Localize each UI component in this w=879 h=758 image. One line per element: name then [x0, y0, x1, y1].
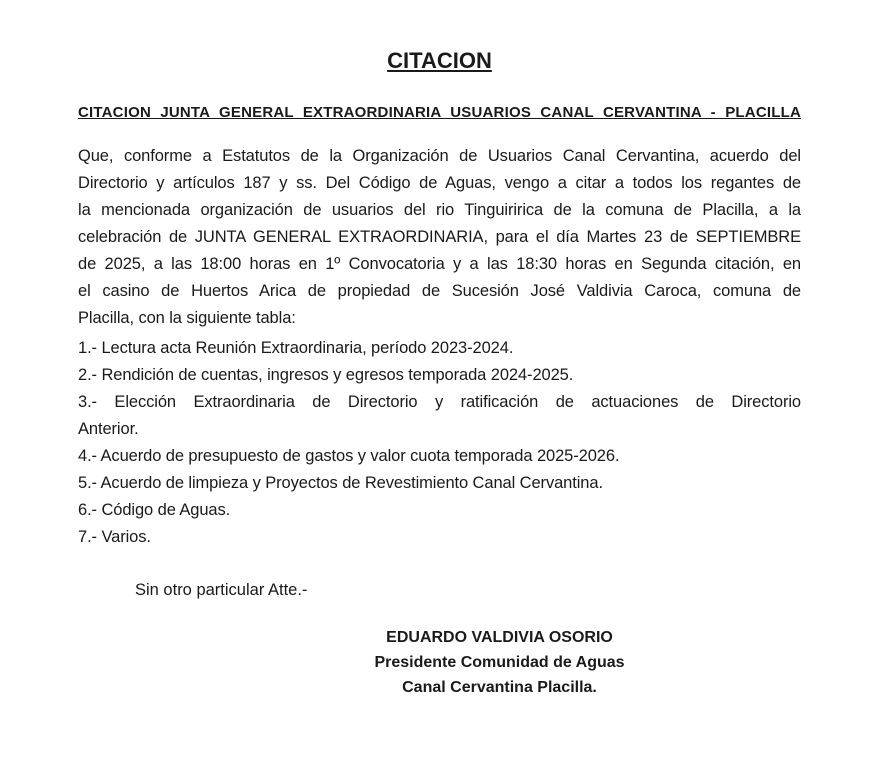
signature-role: Presidente Comunidad de Aguas [374, 654, 625, 671]
text-line: Placilla, con la siguiente tabla: [78, 309, 296, 327]
agenda-item [78, 470, 801, 497]
agenda-item-line: 7.- Varios. [78, 528, 151, 546]
text-line: Directorio y artículos 187 y ss. Del Código de Aguas, vengo a citar a todos los regantes de [78, 174, 801, 192]
agenda-item-line: 4.- Acuerdo de presupuesto de gastos y valor cuota temporada 2025-2026. [78, 447, 620, 465]
agenda-item-line: Anterior. [78, 420, 139, 438]
agenda-item [78, 524, 801, 551]
agenda-item-line: 1.- Lectura acta Reunión Extraordinaria, período 2023-2024. [78, 339, 514, 357]
agenda-item-line: 5.- Acuerdo de limpieza y Proyectos de Revestimiento Canal Cervantina. [78, 474, 603, 492]
agenda-item [78, 335, 801, 362]
document-title: CITACION [387, 48, 492, 73]
text-line: celebración de JUNTA GENERAL EXTRAORDINARIA, para el día Martes 23 de SEPTIEMBRE [78, 228, 801, 246]
text-line: el casino de Huertos Arica de propiedad de Sucesión José Valdivia Caroca, comuna de [78, 282, 801, 300]
text-line: la mencionada organización de usuarios del rio Tinguiririca de la comuna de Placilla, a la [78, 201, 801, 219]
signature-block [198, 625, 801, 700]
agenda-item [78, 443, 801, 470]
closing-line: Sin otro particular Atte.- [135, 581, 308, 599]
agenda-item [78, 389, 801, 443]
text-line: de 2025, a las 18:00 horas en 1º Convocatoria y a las 18:30 horas en Segunda citación, en [78, 255, 801, 273]
signature-organization: Canal Cervantina Placilla. [402, 679, 597, 696]
agenda-item-line: 2.- Rendición de cuentas, ingresos y egresos temporada 2024-2025. [78, 366, 574, 384]
text-line: Que, conforme a Estatutos de la Organización de Usuarios Canal Cervantina, acuerdo del [78, 147, 801, 165]
agenda-item-line: 3.- Elección Extraordinaria de Directorio y ratificación de actuaciones de Directorio [78, 393, 801, 411]
body-paragraph [78, 143, 801, 332]
signature-name: EDUARDO VALDIVIA OSORIO [386, 629, 613, 646]
agenda-item [78, 362, 801, 389]
document-subtitle: CITACION JUNTA GENERAL EXTRAORDINARIA USUARIOS CANAL CERVANTINA - PLACILLA [78, 104, 801, 121]
agenda-list [78, 335, 801, 551]
agenda-item-line: 6.- Código de Aguas. [78, 501, 231, 519]
agenda-item [78, 497, 801, 524]
